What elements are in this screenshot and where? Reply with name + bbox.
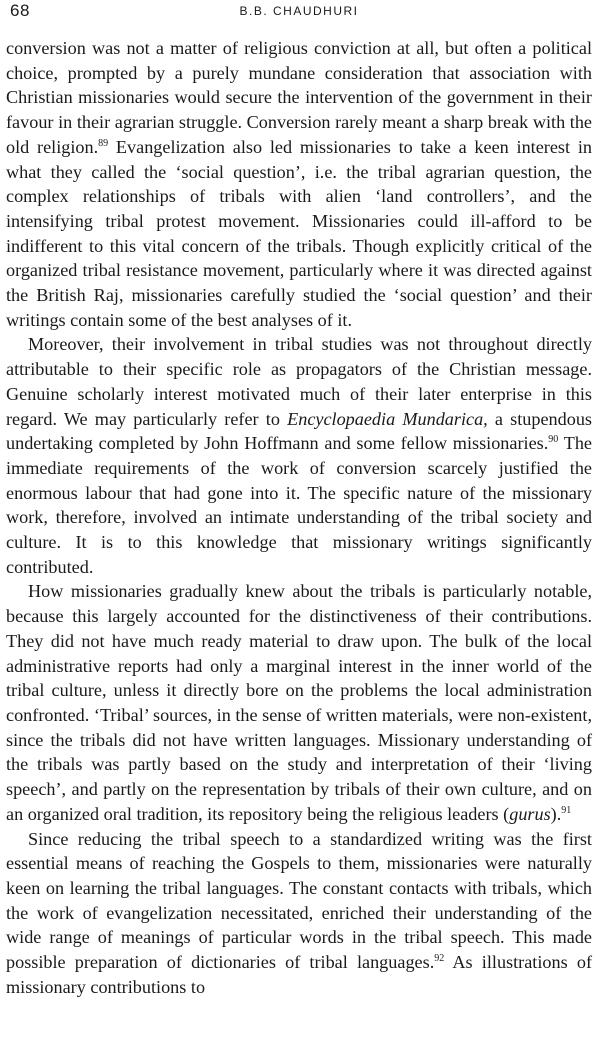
italic-term: gurus bbox=[509, 803, 551, 824]
paragraph bbox=[6, 579, 592, 826]
footnote-ref-92: 92 bbox=[434, 953, 445, 965]
paragraph bbox=[6, 332, 592, 579]
text-run: conversion was not a matter of religious conviction at all, but often a political choice, prompted by a purely mundane consideration that association with Christian missionaries would secure the intervention of the government in their favour in their agrarian struggle. Conversion rarely meant a sharp break with the old religion. bbox=[6, 38, 592, 157]
text-run: a stupendous undertaking completed by John Hoffmann and some fellow missionaries. bbox=[6, 408, 593, 454]
page-header bbox=[6, 0, 592, 30]
text-run: ). bbox=[550, 803, 562, 824]
footnote-ref-89: 89 bbox=[98, 137, 109, 149]
text-run: How missionaries gradually knew about the tribals is particularly notable, because this largely accounted for the distinctiveness of their contributions. They did not have much ready material to draw upon. The bulk of the local administrative reports had only a marginal interest in the inner world of the tribal culture, unless it directly bore on the problems the local administration confronted. ‘Tribal’ sources, in the sense of written materials, were non-existent, since the tribals did not have written languages. Missionary understanding of the tribals was partly based on the study and interpretation of their ‘living speech’, and partly on the representation by tribals of their own culture, and on an organized oral tradition, its repository being the religious leaders ( bbox=[6, 581, 592, 824]
text-run: The immediate requirements of the work of conversion scarcely justified the enormous labour that had gone into it. The specific nature of the missionary work, therefore, involved an intimate understanding of the tribal society and culture. It is to this knowledge that missionary writings significantly contributed. bbox=[6, 433, 592, 577]
running-head: B.B. CHAUDHURI bbox=[239, 4, 359, 18]
text-run: Since reducing the tribal speech to a standardized writing was the first essential means of reaching the Gospels to them, missionaries were naturally keen on learning the tribal languages. The constant contacts with tribals, which the work of evangelization necessitated, enriched their understanding of the wide range of meanings of particular words in the tribal speech. This made possible preparation of dictionaries of tribal languages. bbox=[6, 828, 592, 973]
paragraph bbox=[6, 827, 592, 1000]
body-text bbox=[6, 36, 592, 999]
page-number: 68 bbox=[10, 1, 30, 20]
text-run: As illustrations of missionary contributions to bbox=[6, 952, 592, 997]
footnote-ref-91: 91 bbox=[561, 804, 572, 816]
paragraph bbox=[6, 36, 592, 332]
text-run: Moreover, their involvement in tribal studies was not throughout directly attributable to their specific role as propagators of the Christian message. Genuine scholarly interest motivated much of their later enterprise in this regard. We may particularly refer to bbox=[6, 334, 592, 429]
italic-title: Encyclopaedia Mundarica, bbox=[287, 408, 488, 429]
text-run: Evangelization also led missionaries to take a keen interest in what they called the ‘social question’, i.e. the tribal agrarian question, the complex relationships of tribals with alien ‘land controllers’, and the intensifying tribal protest movement. Missionaries could ill-afford to be indifferent to this vital concern of the tribals. Though explicitly critical of the organized tribal resistance movement, particularly where it was directed against the British Raj, missionaries carefully studied the ‘social question’ and their writings contain some of the best analyses of it. bbox=[6, 136, 592, 330]
footnote-ref-90: 90 bbox=[548, 434, 559, 446]
